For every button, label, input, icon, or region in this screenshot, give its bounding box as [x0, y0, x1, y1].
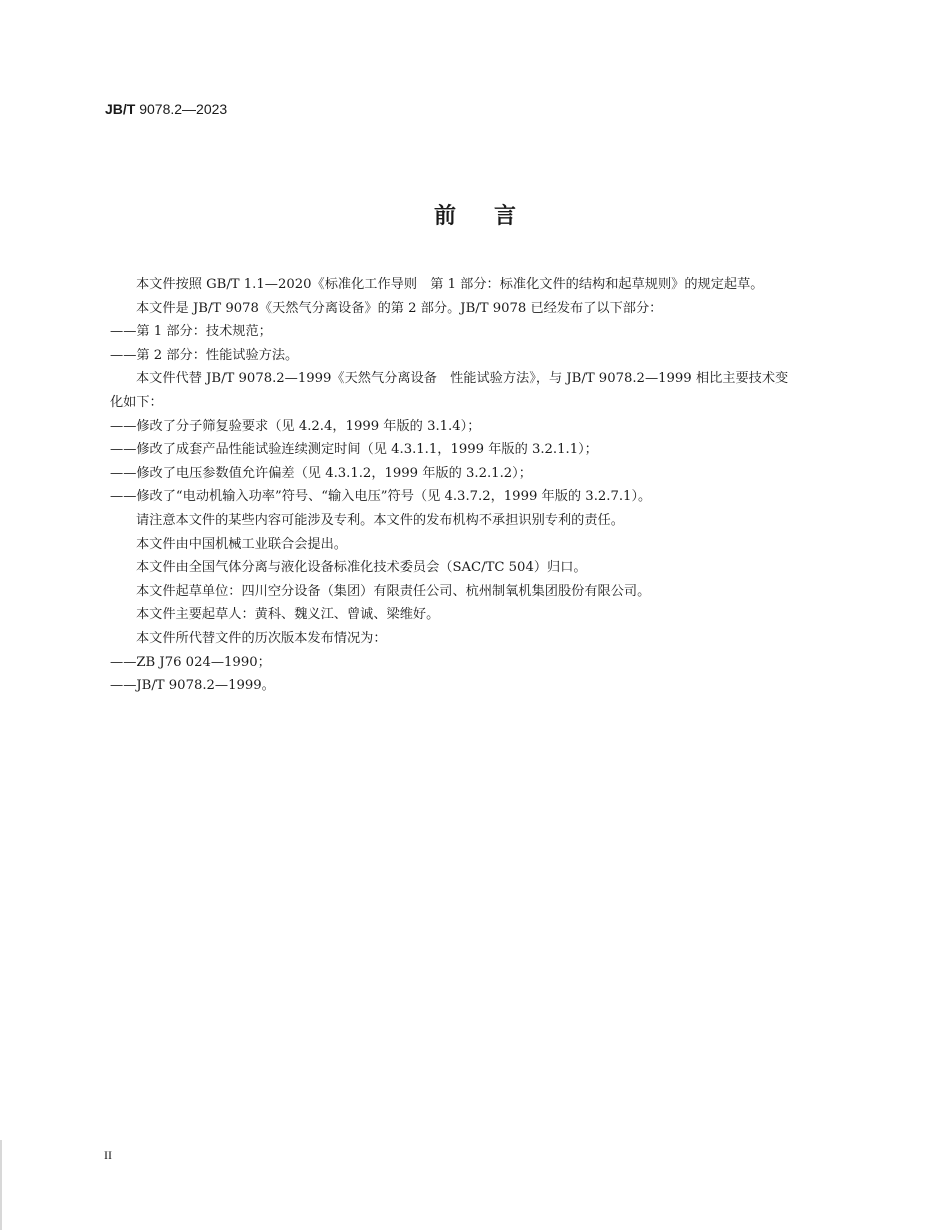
list-item-part-2: ——第 2 部分：性能试验方法。	[110, 347, 299, 363]
paragraph-committee: 本文件由全国气体分离与液化设备标准化技术委员会（SAC/TC 504）归口。	[136, 560, 587, 576]
list-item-part-1: ——第 1 部分：技术规范；	[110, 324, 272, 340]
list-item-change-1: ——修改了分子筛复验要求（见 4.2.4，1999 年版的 3.1.4）；	[110, 418, 481, 434]
document-code	[105, 101, 227, 117]
paragraph-replacement: 本文件代替 JB/T 9078.2—1999《天然气分离设备 性能试验方法》，与 JB/T 9078.2—1999 相比主要技术变化如下：	[110, 371, 789, 410]
paragraph-drafting-units: 本文件起草单位：四川空分设备（集团）有限责任公司、杭州制氧机集团股份有限公司。	[136, 583, 651, 599]
list-item-change-4: ——修改了“电动机输入功率”符号、“输入电压”符号（见 4.3.7.2，1999 年版的 3.2.7.1）。	[110, 489, 652, 505]
list-item-change-3: ——修改了电压参数值允许偏差（见 4.3.1.2，1999 年版的 3.2.1.2）；	[110, 465, 532, 481]
paragraph-drafting-rules: 本文件按照 GB/T 1.1—2020《标准化工作导则 第 1 部分：标准化文件的结构和起草规则》的规定起草。	[136, 277, 764, 292]
paragraph-drafters: 本文件主要起草人：黄科、魏义江、曾诚、梁维好。	[136, 607, 440, 623]
paragraph-patent-notice: 请注意本文件的某些内容可能涉及专利。本文件的发布机构不承担识别专利的责任。	[136, 512, 624, 528]
list-item-history-2: ——JB/T 9078.2—1999。	[110, 678, 275, 694]
paragraph-history-intro: 本文件所代替文件的历次版本发布情况为：	[136, 630, 387, 646]
paragraph-series-intro: 本文件是 JB/T 9078《天然气分离设备》的第 2 部分。JB/T 9078 已经发布了以下部分：	[136, 300, 663, 316]
page-edge-mark	[0, 1140, 2, 1230]
foreword-body	[110, 273, 792, 698]
list-item-history-1: ——ZB J76 024—1990；	[110, 654, 271, 670]
list-item-change-2: ——修改了成套产品性能试验连续测定时间（见 4.3.1.1，1999 年版的 3.2.1.1）；	[110, 442, 598, 458]
page-number: II	[104, 1148, 112, 1162]
document-code-number: 9078.2—2023	[135, 101, 228, 117]
document-code-prefix: JB/T	[105, 101, 136, 117]
paragraph-proposer: 本文件由中国机械工业联合会提出。	[136, 536, 347, 552]
page-title: 前言	[433, 204, 554, 229]
